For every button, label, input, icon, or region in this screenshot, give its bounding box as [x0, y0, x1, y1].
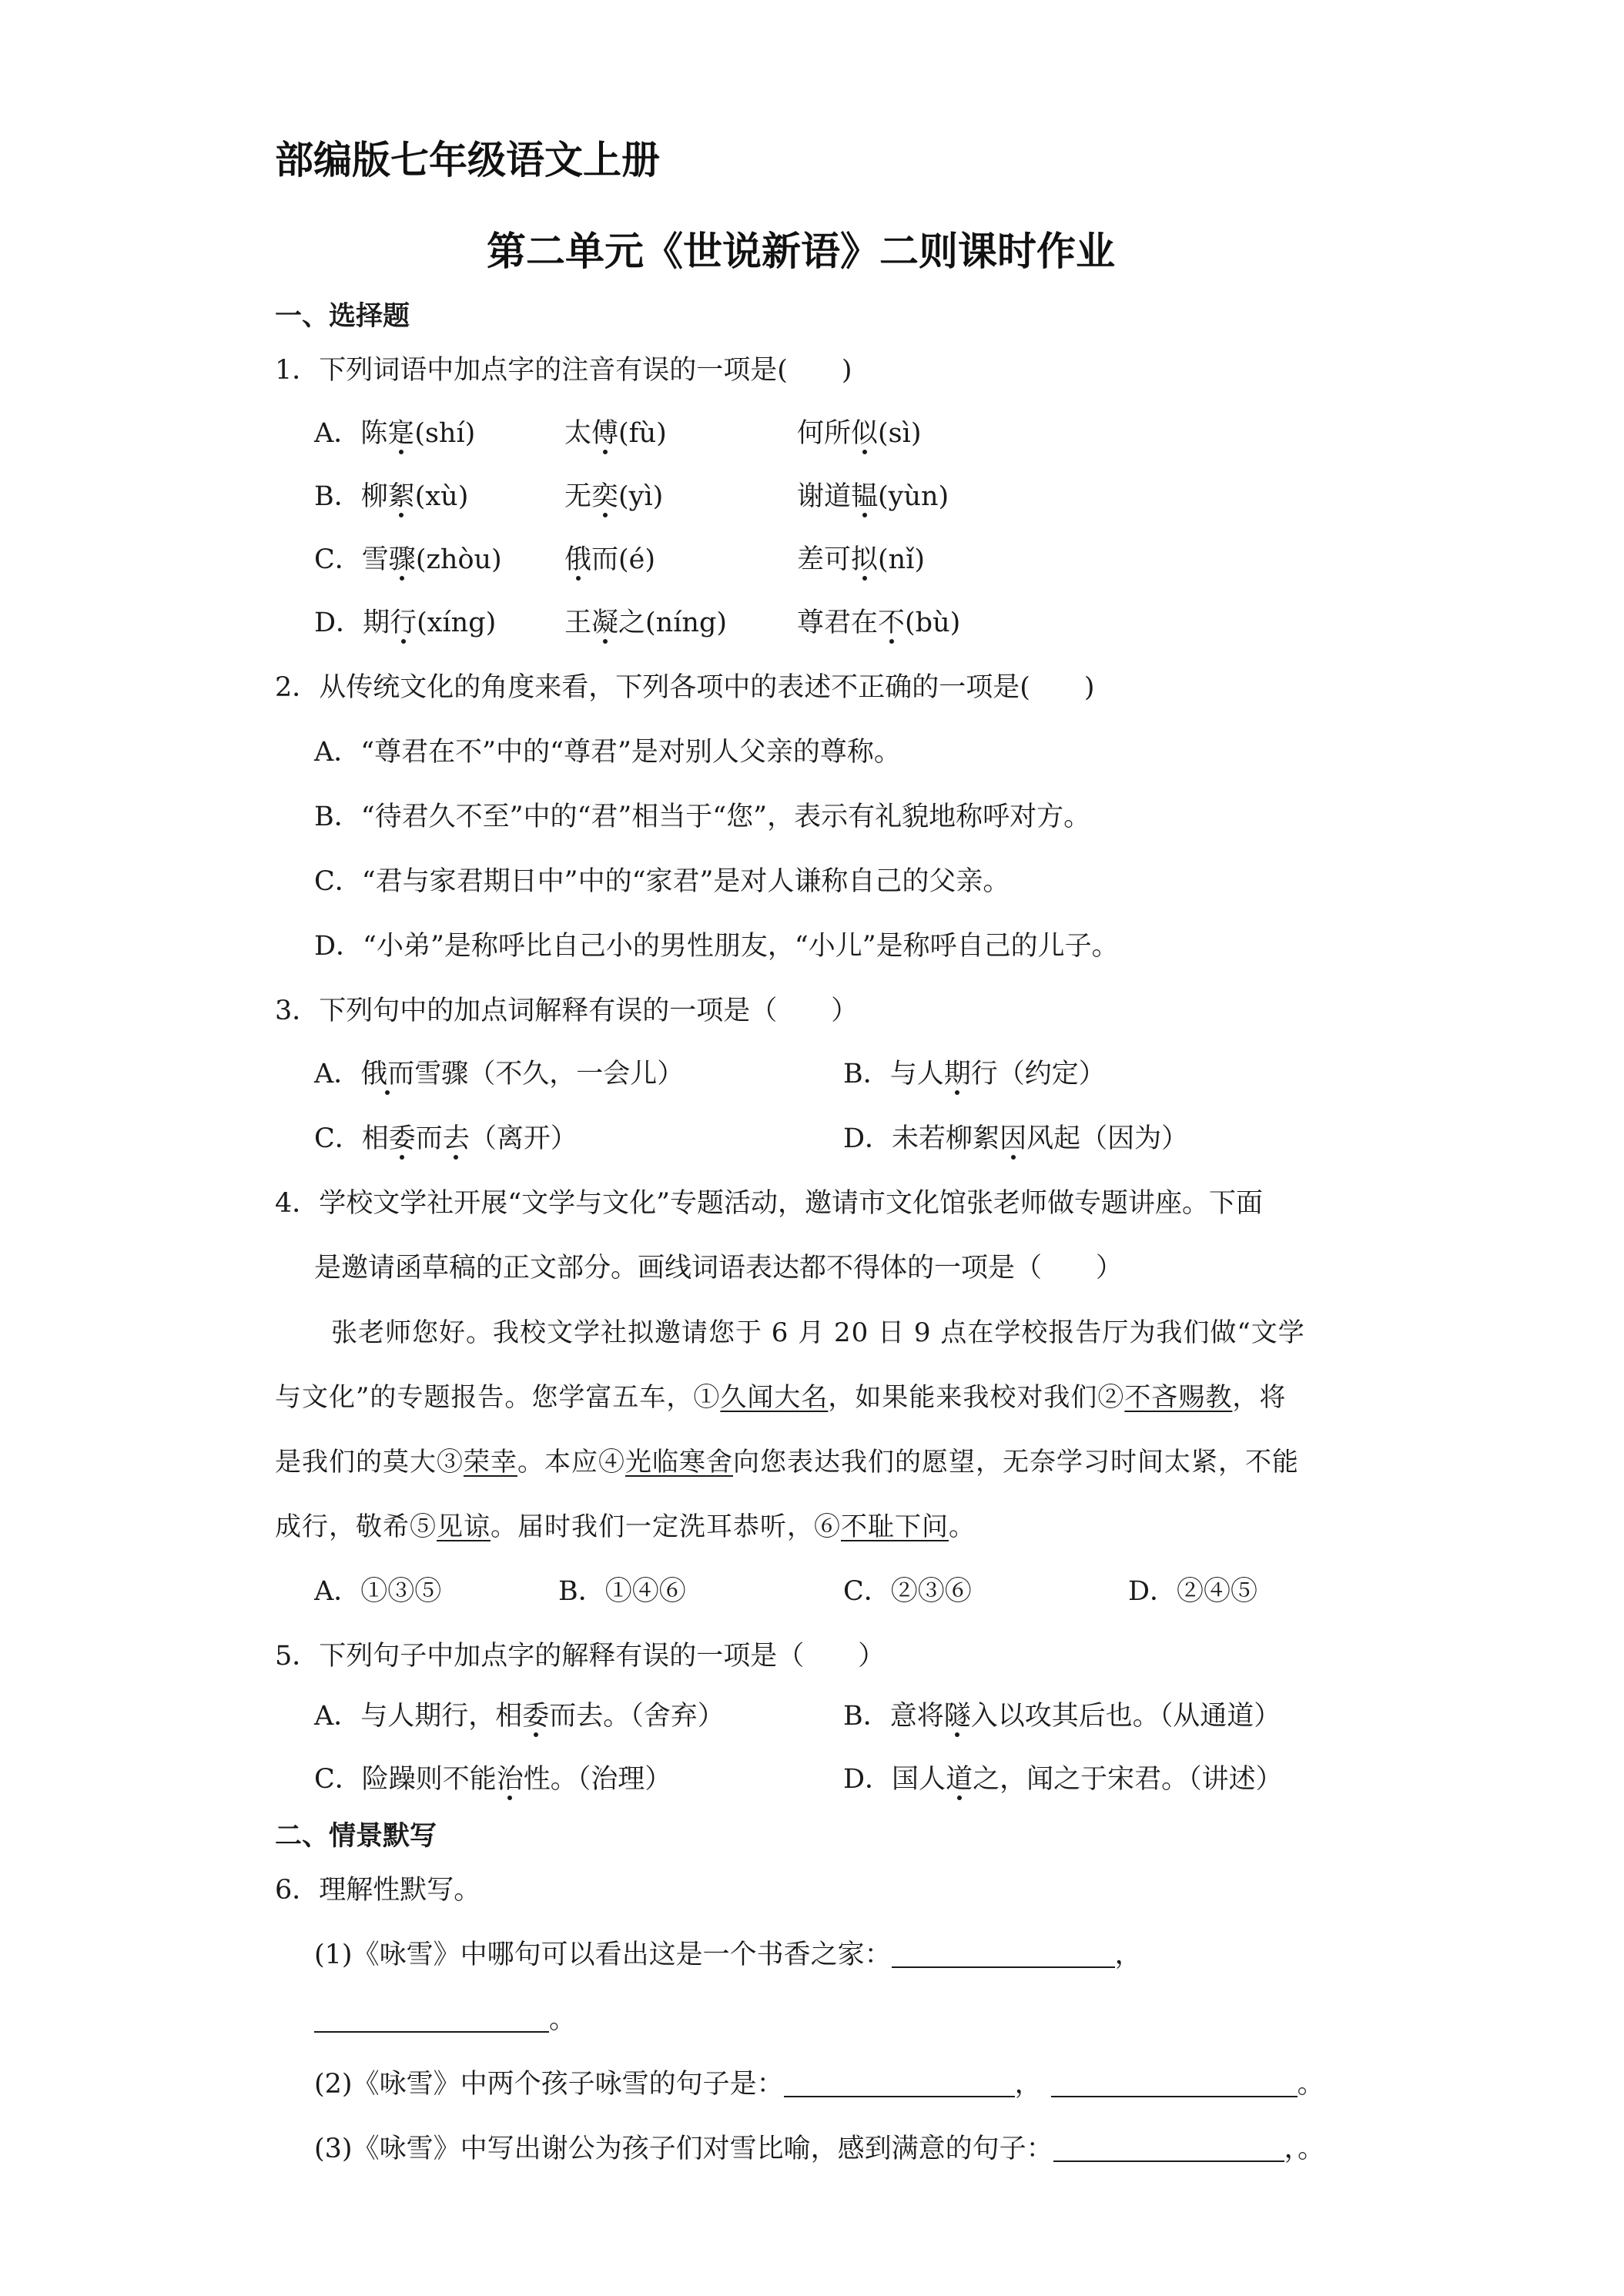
q5-option-a[interactable]: A．与人期行，相委而去。（舍弃） — [314, 1701, 725, 1732]
q3-option-b[interactable]: B．与人期行（约定） — [843, 1059, 1106, 1089]
q1-option-c-word-2: 俄而(é) — [564, 544, 656, 575]
q6-item-3: (3)《咏雪》中写出谢公为孩子们对雪比喻，感到满意的句子： ，。 — [314, 2134, 1325, 2164]
invitation-line-2: 与文化”的专题报告。您学富五车，①久闻大名，如果能来我校对我们②不吝赐教，将 — [275, 1382, 1287, 1413]
q1-option-a-word-3: 何所似(sì) — [797, 418, 922, 449]
book-title: 部编版七年级语文上册 — [275, 138, 660, 182]
q2-option-c[interactable]: C．“君与家君期日中”中的“家君”是对人谦称自己的父亲。 — [314, 866, 1010, 897]
q2-option-b[interactable]: B．“待君久不至”中的“君”相当于“您”，表示有礼貌地称呼对方。 — [314, 802, 1091, 832]
q6-item-2: (2)《咏雪》中两个孩子咏雪的句子是： ， 。 — [314, 2069, 1324, 2100]
q1-option-c[interactable]: C．雪骤(zhòu) — [314, 544, 502, 575]
invitation-line-1: 张老师您好。我校文学社拟邀请您于 6 月 20 日 9 点在学校报告厅为我们做“文学 — [331, 1317, 1305, 1348]
q1-option-b[interactable]: B．柳絮(xù) — [314, 481, 469, 512]
question-2-stem: 2．从传统文化的角度来看，下列各项中的表述不正确的一项是( ) — [275, 672, 1095, 703]
worksheet-title: 第二单元《世说新语》二则课时作业 — [487, 229, 1116, 275]
q6-item-3-blank[interactable] — [1053, 2133, 1284, 2162]
q1-option-c-word-3: 差可拟(nǐ) — [797, 544, 926, 575]
section-heading-choice: 一、选择题 — [275, 301, 410, 332]
q1-option-d[interactable]: D．期行(xíng) — [314, 607, 497, 638]
q4-option-a[interactable]: A．①③⑤ — [314, 1576, 442, 1607]
q6-item-1: (1)《咏雪》中哪句可以看出这是一个书香之家： ， — [314, 1940, 1142, 1970]
invitation-line-4: 成行，敬希⑤见谅。届时我们一定洗耳恭听，⑥不耻下问。 — [275, 1511, 976, 1542]
q2-option-a[interactable]: A．“尊君在不”中的“尊君”是对别人父亲的尊称。 — [314, 737, 901, 768]
question-6-stem: 6．理解性默写。 — [275, 1875, 481, 1906]
q3-option-d[interactable]: D．未若柳絮因风起（因为） — [843, 1123, 1189, 1154]
invitation-line-3: 是我们的莫大③荣幸。本应④光临寒舍向您表达我们的愿望，无奈学习时间太紧，不能 — [275, 1447, 1299, 1478]
q4-option-c[interactable]: C．②③⑥ — [843, 1576, 972, 1607]
q5-option-d[interactable]: D．国人道之，闻之于宋君。（讲述） — [843, 1764, 1283, 1795]
q1-option-d-word-3: 尊君在不(bù) — [797, 607, 961, 638]
q2-option-d[interactable]: D．“小弟”是称呼比自己小的男性朋友，“小儿”是称呼自己的儿子。 — [314, 931, 1119, 962]
question-4-stem-line-1: 4．学校文学社开展“文学与文化”专题活动，邀请市文化馆张老师做专题讲座。下面 — [275, 1188, 1264, 1219]
question-1-stem: 1．下列词语中加点字的注音有误的一项是( ) — [275, 355, 852, 386]
q5-option-c[interactable]: C．险躁则不能治性。（治理） — [314, 1764, 672, 1795]
q1-option-a[interactable]: A．陈寔(shí) — [314, 418, 476, 449]
question-4-stem-line-2: 是邀请函草稿的正文部分。画线词语表达都不得体的一项是（ ） — [314, 1253, 1123, 1284]
question-5-stem: 5．下列句子中加点字的解释有误的一项是（ ） — [275, 1641, 886, 1672]
q4-option-d[interactable]: D．②④⑤ — [1128, 1576, 1258, 1607]
section-heading-recitation: 二、情景默写 — [275, 1821, 437, 1852]
q5-option-b[interactable]: B．意将隧入以攻其后也。（从通道） — [843, 1701, 1281, 1732]
q4-option-b[interactable]: B．①④⑥ — [558, 1576, 686, 1607]
q3-option-c[interactable]: C．相委而去（离开） — [314, 1123, 578, 1154]
question-3-stem: 3．下列句中的加点词解释有误的一项是（ ） — [275, 996, 859, 1026]
q6-item-1-line-2: 。 — [314, 2002, 576, 2037]
q6-item-2-blank-1[interactable] — [784, 2068, 1015, 2097]
q3-option-a[interactable]: A．俄而雪骤（不久，一会儿） — [314, 1059, 685, 1089]
q6-item-1-blank-1[interactable] — [892, 1939, 1115, 1968]
q1-option-b-word-2: 无奕(yì) — [564, 481, 664, 512]
q1-option-d-word-2: 王凝之(níng) — [564, 607, 728, 638]
q6-item-1-blank-2[interactable] — [314, 2003, 549, 2033]
q6-item-2-blank-2[interactable] — [1051, 2068, 1298, 2097]
q1-option-a-word-2: 太傅(fù) — [564, 418, 667, 449]
q1-option-b-word-3: 谢道韫(yùn) — [797, 481, 949, 512]
